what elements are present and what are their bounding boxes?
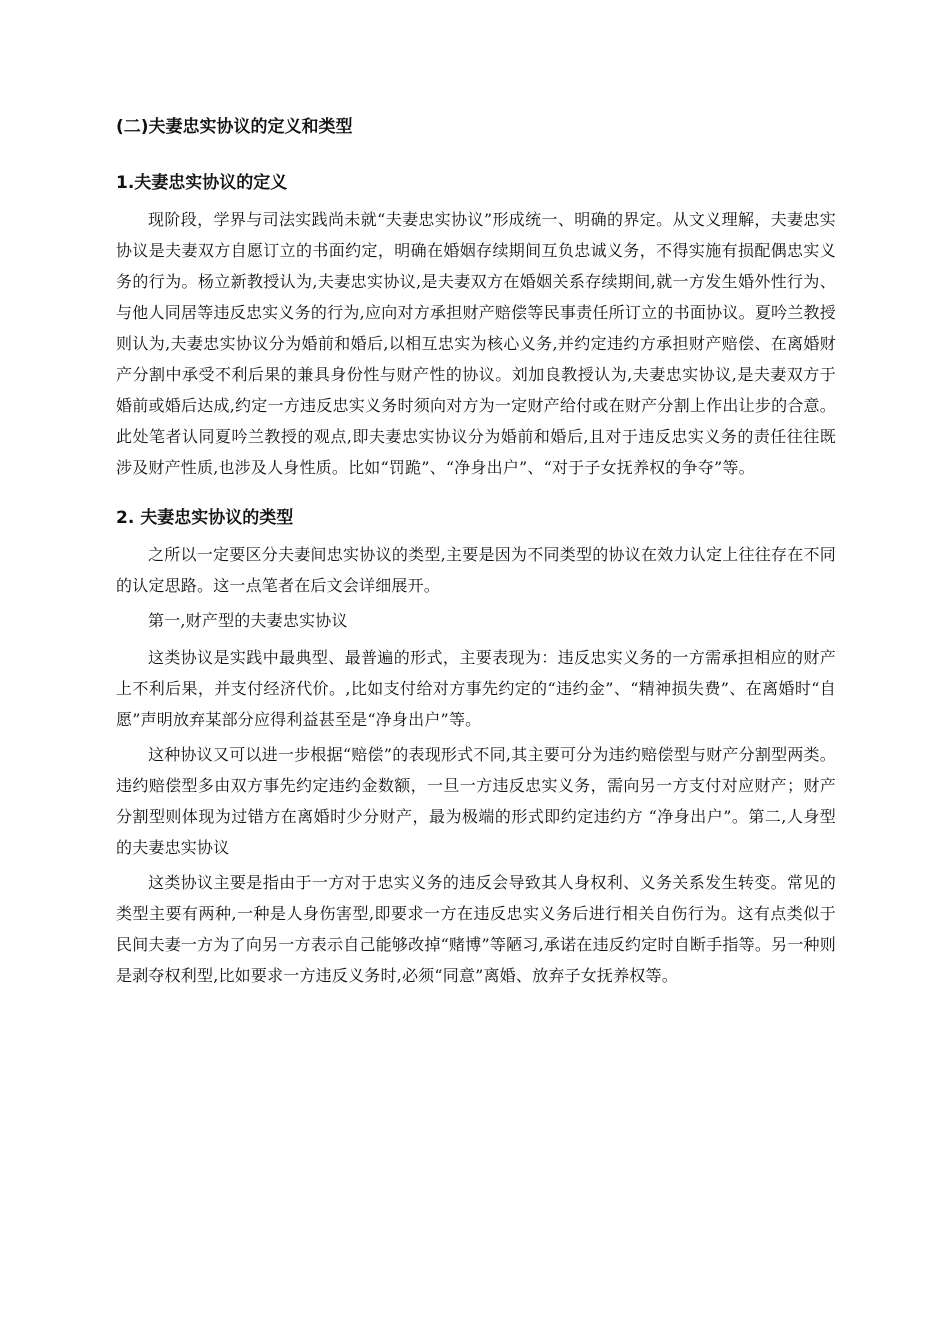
paragraph-property-type: 这类协议是实践中最典型、最普遍的形式，主要表现为：违反忠实义务的一方需承担相应的财产上不利后果，并支付经济代价。,比如支付给对方事先约定的“违约金”、“精神损失费”、在离婚时“自愿”声明放弃某部分应得利益甚至是“净身出户”等。: [116, 648, 836, 729]
paragraph-property-type-heading: 第一,财产型的夫妻忠实协议: [148, 611, 348, 630]
paragraph-compensation-forms: 这种协议又可以进一步根据“赔偿”的表现形式不同,其主要可分为违约赔偿型与财产分割型两类。违约赔偿型多由双方事先约定违约金数额，一旦一方违反忠实义务，需向另一方支付对应财产；财产分割型则体现为过错方在离婚时少分财产，最为极端的形式即约定违约方 “净身出户”。第二,人身型的夫妻忠实协议: [116, 745, 836, 857]
paragraph-personal-type: 这类协议主要是指由于一方对于忠实义务的违反会导致其人身权利、义务关系发生转变。常见的类型主要有两种,一种是人身伤害型,即要求一方在违反忠实义务后进行相关自伤行为。这有点类似于民间夫妻一方为了向另一方表示自己能够改掉“赌博”等陋习,承诺在违反约定时自断手指等。另一种则是剥夺权利型,比如要求一方违反义务时,必须“同意”离婚、放弃子女抚养权等。: [116, 873, 836, 985]
paragraph-definition: 现阶段，学界与司法实践尚未就“夫妻忠实协议”形成统一、明确的界定。从文义理解，夫妻忠实协议是夫妻双方自愿订立的书面约定，明确在婚姻存续期间互负忠诚义务，不得实施有损配偶忠实义务的行为。杨立新教授认为,夫妻忠实协议,是夫妻双方在婚姻关系存续期间,就一方发生婚外性行为、与他人同居等违反忠实义务的行为,应向对方承担财产赔偿等民事责任所订立的书面协议。夏吟兰教授则认为,夫妻忠实协议分为婚前和婚后,以相互忠实为核心义务,并约定违约方承担财产赔偿、在离婚财产分割中承受不利后果的兼具身份性与财产性的协议。刘加良教授认为,夫妻忠实协议,是夫妻双方于婚前或婚后达成,约定一方违反忠实义务时须向对方为一定财产给付或在财产分割上作出让步的合意。此处笔者认同夏吟兰教授的观点,即夫妻忠实协议分为婚前和婚后,且对于违反忠实义务的责任往往既涉及财产性质,也涉及人身性质。比如“罚跪”、“净身出户”、“对于子女抚养权的争夺”等。: [116, 210, 836, 477]
paragraph-types-intro: 之所以一定要区分夫妻间忠实协议的类型,主要是因为不同类型的协议在效力认定上往往存在不同的认定思路。这一点笔者在后文会详细展开。: [116, 545, 836, 595]
document-page: [116, 112, 836, 995]
subsection-title-definition: 1.夫妻忠实协议的定义: [116, 173, 288, 193]
subsection-title-types: 2. 夫妻忠实协议的类型: [116, 508, 294, 528]
section-title: (二)夫妻忠实协议的定义和类型: [116, 117, 353, 137]
